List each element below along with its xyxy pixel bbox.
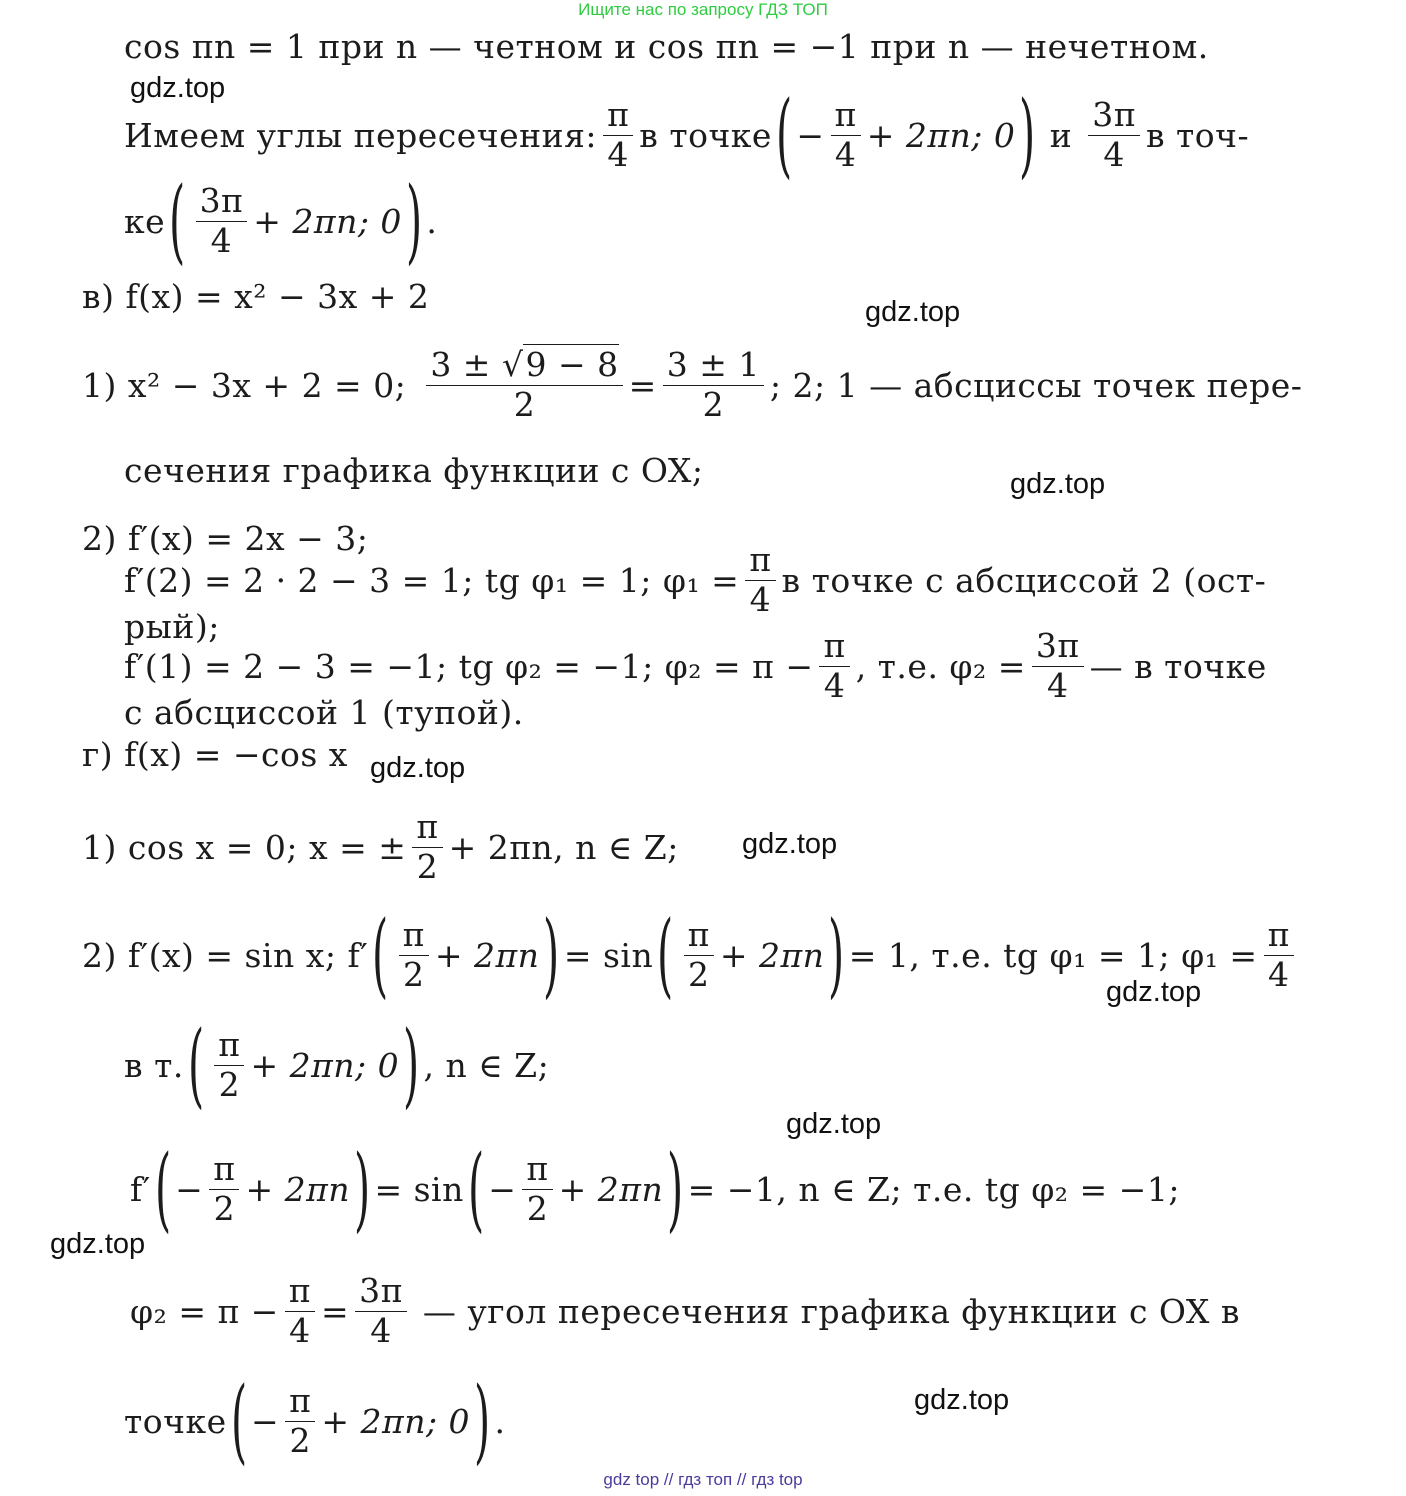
text-line-1: cos πn = 1 при n — четном и cos πn = −1 при n — нечетном.: [124, 26, 1209, 66]
fraction: $\frac{3\pi}{4}$: [1088, 98, 1140, 172]
text-line-13: 1) cos x = 0; x = ± $\frac{\pi}{2}$ + 2πn, n ∈ Z;: [82, 806, 679, 886]
fraction: $\frac{3\pi}{4}$: [196, 184, 248, 258]
parenthesized-point: ( − $\frac{\pi}{2}$ + 2πn; 0 ): [230, 1367, 491, 1474]
parenthesized-expression: ( $\frac{\pi}{2}$ + 2πn ): [657, 901, 845, 1008]
text-line-18: точке ( − $\frac{\pi}{2}$ + 2πn; 0 ) .: [124, 1367, 506, 1474]
text-line-3: ке ( $\frac{3\pi}{4}$ + 2πn; 0 ) .: [124, 167, 438, 274]
text-line-8: f′(2) = 2 · 2 − 3 = 1; tg φ₁ = 1; φ₁ = $\frac{\pi}{4}$ в точке с абсциссой 2 (ост-: [124, 539, 1267, 619]
text-line-6: сечения графика функции с OX;: [124, 450, 704, 490]
parenthesized-point: ( − $\frac{\pi}{4}$ + 2πn; 0 ): [775, 81, 1036, 188]
fraction: $\frac{\pi}{2}$: [214, 1028, 244, 1102]
watermark: gdz.top: [742, 828, 838, 860]
fraction: $\frac{\pi}{4}$: [1264, 918, 1294, 992]
fraction: $\frac{\pi}{4}$: [819, 629, 849, 703]
fraction: $\frac{3\pi}{4}$: [1032, 629, 1084, 703]
fraction: $\frac{\pi}{4}$: [745, 543, 775, 617]
text-line-4: в) f(x) = x² − 3x + 2: [82, 276, 430, 316]
fraction: $\frac{\pi}{2}$: [209, 1152, 239, 1226]
text-line-2: Имеем углы пересечения: $\frac{\pi}{4}$ в точке ( − $\frac{\pi}{4}$ + 2πn; 0 ) и $\frac{3\pi}{4}$ в точ-: [124, 81, 1250, 188]
top-banner[interactable]: Ищите нас по запросу ГДЗ ТОП: [578, 0, 828, 19]
fraction: $\frac{\pi}{2}$: [684, 918, 714, 992]
text-line-16: f′ ( − $\frac{\pi}{2}$ + 2πn ) = sin ( − $\frac{\pi}{2}$ + 2πn ) = −1, n ∈ Z; т.е. tg φ₂ = −1;: [130, 1135, 1180, 1242]
fraction: $\frac{\pi}{4}$: [831, 98, 861, 172]
parenthesized-point: ( $\frac{\pi}{2}$ + 2πn; 0 ): [187, 1011, 420, 1118]
fraction: $\frac{\pi}{2}$: [522, 1152, 552, 1226]
parenthesized-expression: ( $\frac{\pi}{2}$ + 2πn ): [372, 901, 560, 1008]
fraction: $\frac{3 \pm √9 - 8}{2}$: [426, 348, 622, 422]
fraction: $\frac{\pi}{4}$: [285, 1274, 315, 1348]
fraction: $\frac{\pi}{4}$: [603, 98, 633, 172]
fraction: $\frac{\pi}{2}$: [412, 810, 442, 884]
text-line-15: в т. ( $\frac{\pi}{2}$ + 2πn; 0 ) , n ∈ Z;: [124, 1011, 550, 1118]
watermark: gdz.top: [130, 72, 226, 104]
fraction: $\frac{\pi}{2}$: [285, 1384, 315, 1458]
text-line-9: рый);: [124, 606, 220, 646]
watermark: gdz.top: [370, 752, 466, 784]
parenthesized-point: ( $\frac{3\pi}{4}$ + 2πn; 0 ): [169, 167, 423, 274]
watermark: gdz.top: [50, 1228, 146, 1260]
text-line-5: 1) x² − 3x + 2 = 0; $\frac{3 \pm √9 - 8}{2}$ = $\frac{3 \pm 1}{2}$ ; 2; 1 — абсциссы точек пере-: [82, 344, 1303, 424]
text-line-10: f′(1) = 2 − 3 = −1; tg φ₂ = −1; φ₂ = π − $\frac{\pi}{4}$ , т.е. φ₂ = $\frac{3\pi}{4}$ — в точке: [124, 625, 1267, 705]
parenthesized-expression: ( − $\frac{\pi}{2}$ + 2πn ): [154, 1135, 371, 1242]
watermark: gdz.top: [1010, 468, 1106, 500]
watermark: gdz.top: [865, 296, 961, 328]
parenthesized-expression: ( − $\frac{\pi}{2}$ + 2πn ): [467, 1135, 684, 1242]
fraction: $\frac{3 \pm 1}{2}$: [663, 348, 764, 422]
fraction: $\frac{3\pi}{4}$: [355, 1274, 407, 1348]
fraction: $\frac{\pi}{2}$: [399, 918, 429, 992]
watermark: gdz.top: [786, 1108, 882, 1140]
text-line-11: с абсциссой 1 (тупой).: [124, 692, 524, 732]
watermark: gdz.top: [1106, 976, 1202, 1008]
text-line-7: 2) f′(x) = 2x − 3;: [82, 518, 369, 558]
text-line-14: 2) f′(x) = sin x; f′ ( $\frac{\pi}{2}$ + 2πn ) = sin ( $\frac{\pi}{2}$ + 2πn ) = 1, т.е. tg φ₁ = 1; φ₁ = $\frac{\pi}{4}$: [82, 920, 1300, 990]
footer-links[interactable]: gdz top // гдз топ // гдз top: [603, 1470, 803, 1489]
text-line-17: φ₂ = π − $\frac{\pi}{4}$ = $\frac{3\pi}{4}$ — угол пересечения графика функции с OX в: [130, 1270, 1240, 1350]
watermark: gdz.top: [914, 1384, 1010, 1416]
text-line-12: г) f(x) = −cos x: [82, 734, 348, 774]
